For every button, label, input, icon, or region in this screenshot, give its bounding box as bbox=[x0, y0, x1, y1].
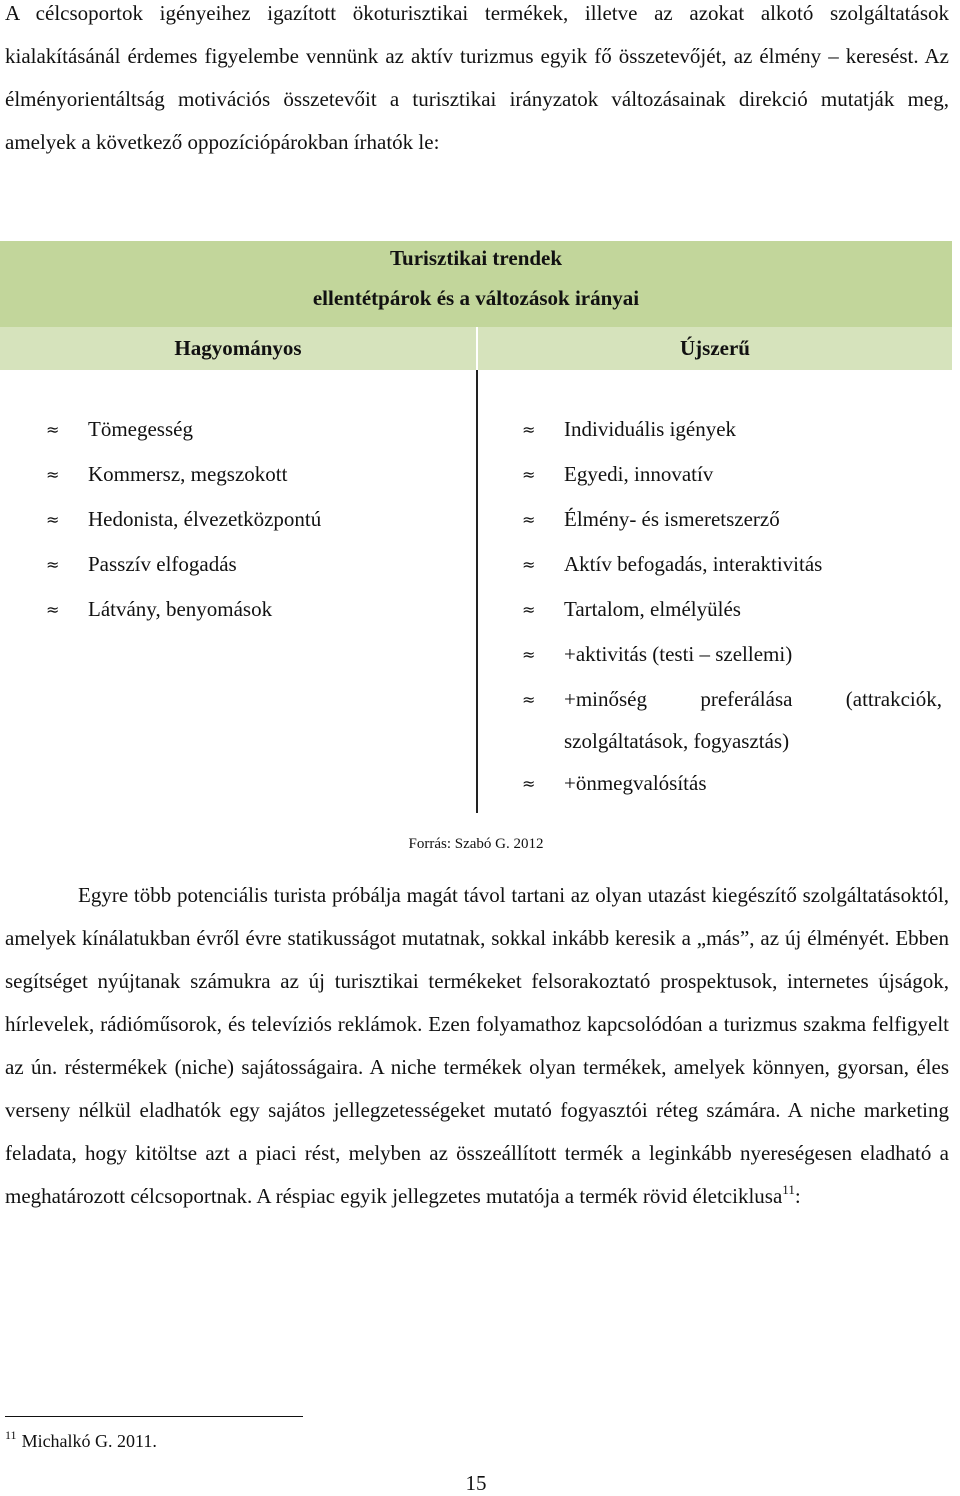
list-item: ≈ Individuális igények bbox=[522, 407, 942, 452]
table-title-line1: Turisztikai trendek bbox=[389, 246, 563, 270]
approx-bullet-icon: ≈ bbox=[522, 774, 536, 793]
list-item: ≈ Tömegesség bbox=[46, 407, 466, 452]
list-item: ≈ Hedonista, élvezetközpontú bbox=[46, 497, 466, 542]
footnote-number: 11 bbox=[5, 1428, 17, 1442]
list-item: ≈ Tartalom, elmélyülés bbox=[522, 587, 942, 632]
body-text: Egyre több potenciális turista próbálja magát távol tartani az olyan utazást kiegészítő szolgáltatásoktól, amelyek kínálatukban évről évre statikusságot mutatnak, sokkal inkább keresik a „más”, az új élményét. Ebben segítséget nyújtanak számukra az új turisztikai termékeket felsorakoztató prospektusok, internetes újságok, hírlevelek, rádióműsorok, és televíziós reklámok. Ezen folyamathoz kapcsolódóan a turizmus szakma felfigyelt az ún. réstermékek (niche) sajátosságaira. A niche termékek olyan termékek, amelyek könnyen, gyorsan, éles verseny nélkül eladhatók egy sajátos jellegzetességeket mutató fogyasztói réteg számára. A niche marketing feladata, hogy kitöltse azt a piaci rést, melyben az összeállított termék a leginkább nyereségesen eladható a meghatározott célcsoportnak. A réspiac egyik jellegzetes mutatója a termék rövid életciklusa bbox=[5, 883, 949, 1208]
list-item: ≈ +minőség preferálása (attrakciók, szolgáltatások, fogyasztás) bbox=[522, 677, 942, 761]
approx-bullet-icon: ≈ bbox=[46, 420, 60, 439]
list-item: ≈ Kommersz, megszokott bbox=[46, 452, 466, 497]
approx-bullet-icon: ≈ bbox=[46, 465, 60, 484]
footnote-separator bbox=[5, 1416, 303, 1417]
column-divider bbox=[476, 370, 478, 813]
intro-paragraph: A célcsoportok igényeihez igazított ökoturisztikai termékek, illetve az azokat alkotó szolgáltatások kialakításánál érdemes figyelembe vennünk az aktív turizmus egyik fő összetevőjét, az élmény – keresést. Az élményorientáltság motivációs összetevőit a turisztikai irányzatok változásainak direkció mutatják meg, amelyek a következő oppozíciópárokban írhatók le: bbox=[5, 1, 949, 154]
approx-bullet-icon: ≈ bbox=[522, 555, 536, 574]
table-title-line2: ellentétpárok és a változások irányai bbox=[312, 286, 640, 310]
approx-bullet-icon: ≈ bbox=[522, 465, 536, 484]
approx-bullet-icon: ≈ bbox=[46, 555, 60, 574]
table-title bbox=[0, 241, 952, 327]
body-end: : bbox=[794, 1184, 801, 1208]
list-item: ≈ Látvány, benyomások bbox=[46, 587, 466, 632]
column-header-new: Újszerű bbox=[478, 327, 952, 370]
list-item: ≈ +önmegvalósítás bbox=[522, 761, 942, 806]
new-trends-list bbox=[522, 407, 942, 806]
approx-bullet-icon: ≈ bbox=[522, 420, 536, 439]
body-paragraph bbox=[5, 874, 949, 1218]
list-item: ≈ Élmény- és ismeretszerző bbox=[522, 497, 942, 542]
list-item: ≈ Passzív elfogadás bbox=[46, 542, 466, 587]
approx-bullet-icon: ≈ bbox=[46, 510, 60, 529]
source-caption: Forrás: Szabó G. 2012 bbox=[408, 836, 544, 852]
traditional-list bbox=[46, 407, 466, 632]
approx-bullet-icon: ≈ bbox=[522, 645, 536, 664]
list-item: ≈ Egyedi, innovatív bbox=[522, 452, 942, 497]
approx-bullet-icon: ≈ bbox=[522, 690, 536, 709]
footnote-text: Michalkó G. 2011. bbox=[21, 1431, 157, 1451]
approx-bullet-icon: ≈ bbox=[46, 600, 60, 619]
approx-bullet-icon: ≈ bbox=[522, 510, 536, 529]
list-item: ≈ Aktív befogadás, interaktivitás bbox=[522, 542, 942, 587]
trends-table-header bbox=[0, 241, 952, 370]
column-header-traditional: Hagyományos bbox=[0, 327, 476, 370]
footnote bbox=[5, 1428, 157, 1454]
list-item: ≈ +aktivitás (testi – szellemi) bbox=[522, 632, 942, 677]
approx-bullet-icon: ≈ bbox=[522, 600, 536, 619]
page-number: 15 bbox=[465, 1471, 487, 1495]
footnote-ref[interactable]: 11 bbox=[782, 1182, 795, 1197]
